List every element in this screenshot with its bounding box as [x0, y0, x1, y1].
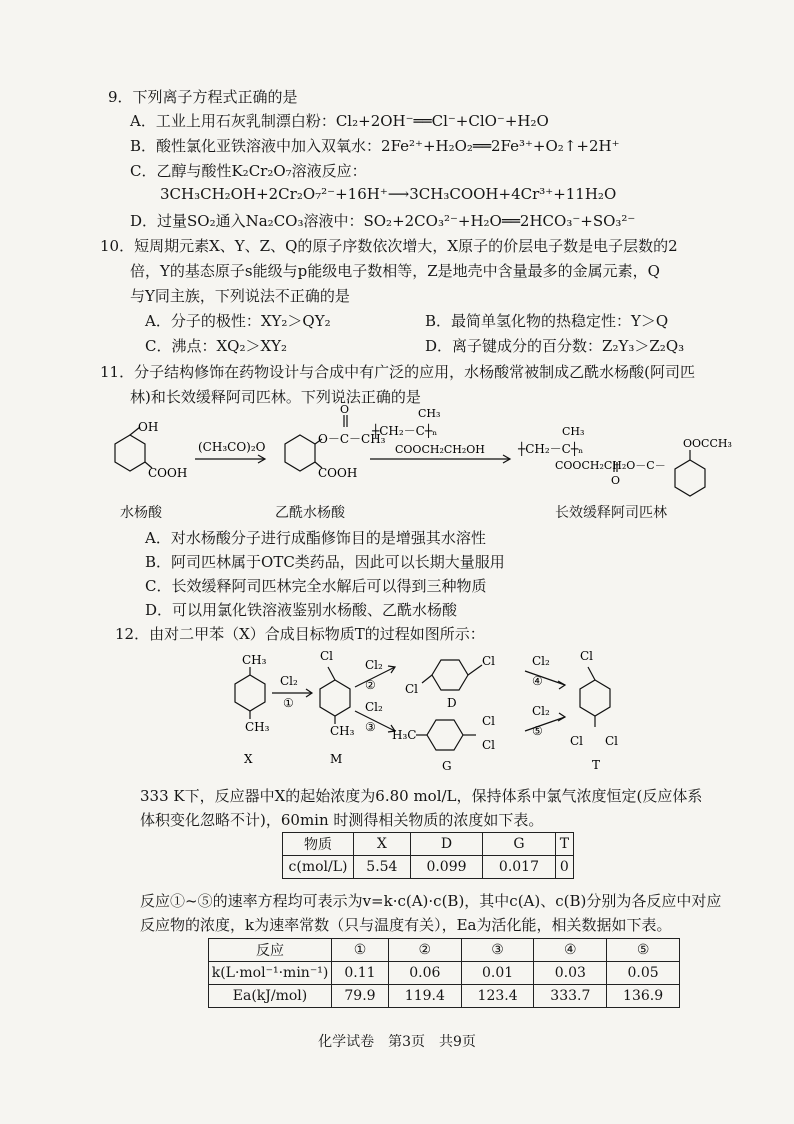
salicylic-oh: OH	[138, 420, 159, 434]
label-long-acting-aspirin: 长效缓释阿司匹林	[555, 505, 667, 521]
table-cell: 79.9	[332, 985, 389, 1008]
table-row	[283, 856, 574, 879]
ring-m	[320, 680, 350, 716]
cl2-step-4: Cl₂	[532, 654, 550, 668]
q12-para1-line2: 体积变化忽略不计)，60min 时测得相关物质的浓度如下表。	[140, 811, 544, 829]
table-cell: 0	[555, 856, 573, 879]
table-cell: 0.03	[534, 962, 607, 985]
table-row-label: c(mol/L)	[283, 856, 354, 879]
table-row	[209, 985, 680, 1008]
aspirin-ring	[285, 435, 315, 471]
salicylic-ring	[115, 435, 145, 471]
svg-text:O: O	[611, 474, 621, 487]
q12-para2-line1: 反应①~⑤的速率方程均可表示为v=k·c(A)·c(B)，其中c(A)、c(B)分别为各反应中对应	[140, 892, 722, 910]
table-header-cell: D	[410, 833, 482, 856]
long-acting-ring	[675, 460, 705, 496]
svg-text:Cl: Cl	[320, 649, 334, 663]
cl2-step-2: Cl₂	[365, 658, 383, 672]
q9-option-c-equation: 3CH₃CH₂OH+2Cr₂O₇²⁻+16H⁺⟶3CH₃COOH+4Cr³⁺+11H₂O	[160, 185, 617, 203]
q9-option-d: D．过量SO₂通入Na₂CO₃溶液中：SO₂+2CO₃²⁻+H₂O══2HCO₃⁻+SO₃²⁻	[130, 212, 636, 230]
table-cell: 0.11	[332, 962, 389, 985]
label-acetylsalicylic-acid: 乙酰水杨酸	[275, 505, 345, 521]
q11-option-c: C．长效缓释阿司匹林完全水解后可以得到三种物质	[145, 577, 487, 595]
cl2-step-3: Cl₂	[365, 700, 383, 714]
polymer-reagent-side-chain: COOCH₂CH₂OH	[395, 443, 485, 456]
table-cell: 0.05	[607, 962, 680, 985]
table-header-cell: T	[555, 833, 573, 856]
svg-text:OOCCH₃: OOCCH₃	[683, 437, 732, 450]
table-header-cell: X	[354, 833, 411, 856]
step-2: ②	[365, 678, 376, 692]
table-row	[209, 939, 680, 962]
table-row-label: Ea(kJ/mol)	[209, 985, 332, 1008]
aspirin-carbonyl-o: O	[340, 405, 350, 416]
step-3: ③	[365, 720, 376, 734]
label-g: G	[442, 759, 452, 773]
svg-text:Cl: Cl	[580, 649, 594, 663]
table-header-cell: G	[483, 833, 555, 856]
table-header-cell: ②	[388, 939, 461, 962]
svg-text:Cl: Cl	[482, 654, 496, 668]
q9-option-a: A．工业上用石灰乳制漂白粉：Cl₂+2OH⁻══Cl⁻+ClO⁻+H₂O	[130, 112, 549, 130]
cl2-step-5: Cl₂	[532, 704, 550, 718]
label-m: M	[330, 752, 343, 766]
table-cell: 119.4	[388, 985, 461, 1008]
table-cell: 0.099	[410, 856, 482, 879]
salicylic-cooh: COOH	[148, 466, 188, 480]
table-header-cell: 反应	[209, 939, 332, 962]
step-1: ①	[283, 696, 294, 710]
q12-para1-line1: 333 K下，反应器中X的起始浓度为6.80 mol/L，保持体系中氯气浓度恒定(反应体系	[140, 787, 703, 805]
table-header-cell: ⑤	[607, 939, 680, 962]
rate-table	[208, 938, 680, 1008]
label-x: X	[244, 752, 253, 766]
label-salicylic-acid: 水杨酸	[120, 505, 162, 521]
q12-synthesis-scheme	[220, 645, 640, 775]
table-cell: 5.54	[354, 856, 411, 879]
polymer-reagent-ch3: CH₃	[418, 407, 441, 420]
svg-text:┼CH₂－C┼ₙ: ┼CH₂－C┼ₙ	[518, 442, 584, 456]
ring-t	[580, 680, 610, 716]
aspirin-cooh: COOH	[318, 466, 358, 480]
table-row	[283, 833, 574, 856]
svg-text:CH₃: CH₃	[330, 724, 355, 738]
q9-option-c: C．乙醇与酸性K₂Cr₂O₇溶液反应：	[130, 162, 367, 180]
q10-line2: 倍，Y的基态原子s能级与p能级电子数相等，Z是地壳中含量最多的金属元素，Q	[130, 262, 660, 280]
q10-option-a: A．分子的极性：XY₂＞QY₂	[145, 312, 331, 330]
svg-text:CH₃: CH₃	[245, 720, 270, 734]
step-4: ④	[532, 674, 543, 688]
q11-line2: 林)和长效缓释阿司匹林。下列说法正确的是	[130, 388, 421, 406]
svg-text:CH₃: CH₃	[242, 653, 267, 667]
svg-text:Cl: Cl	[570, 734, 584, 748]
svg-text:H₃C: H₃C	[392, 728, 417, 742]
polymer-reagent-chain: ┼CH₂－C┼ₙ	[372, 424, 438, 438]
ring-d	[432, 660, 468, 690]
q11-option-b: B．阿司匹林属于OTC类药品，因此可以长期大量服用	[145, 553, 505, 571]
table-cell: 0.06	[388, 962, 461, 985]
table-header-cell: ①	[332, 939, 389, 962]
q11-option-d: D．可以用氯化铁溶液鉴别水杨酸、乙酰水杨酸	[145, 601, 458, 619]
svg-text:CH₃: CH₃	[562, 425, 585, 438]
ring-g	[427, 720, 463, 750]
table-cell: 0.01	[461, 962, 534, 985]
q12-stem: 12．由对二甲苯（X）合成目标物质T的过程如图所示：	[115, 625, 485, 643]
table-cell: 0.017	[483, 856, 555, 879]
q11-option-a: A．对水杨酸分子进行成酯修饰目的是增强其水溶性	[145, 529, 486, 547]
q9-stem: 9．下列离子方程式正确的是	[108, 88, 298, 106]
table-row	[209, 962, 680, 985]
label-d: D	[447, 696, 457, 710]
q10-option-b: B．最简单氢化物的热稳定性：Y＞Q	[425, 312, 669, 330]
q10-line1: 10．短周期元素X、Y、Z、Q的原子序数依次增大，X原子的价层电子数是电子层数的2	[100, 237, 678, 255]
q12-para2-line2: 反应物的浓度，k为速率常数（只与温度有关），Ea为活化能，相关数据如下表。	[140, 916, 672, 934]
q9-option-b: B．酸性氯化亚铁溶液中加入双氧水：2Fe²⁺+H₂O₂══2Fe³⁺+O₂↑+2H⁺	[130, 137, 620, 155]
svg-text:COOCH₂CH₂O－C－: COOCH₂CH₂O－C－	[555, 459, 666, 472]
ring-x	[235, 675, 265, 711]
table-cell: 136.9	[607, 985, 680, 1008]
label-t: T	[592, 758, 601, 772]
svg-text:Cl: Cl	[482, 738, 496, 752]
reagent-acetic-anhydride: (CH₃CO)₂O	[198, 440, 266, 454]
q10-option-d: D．离子键成分的百分数：Z₂Y₃＞Z₂Q₃	[425, 337, 685, 355]
cl2-step-1: Cl₂	[280, 674, 298, 688]
q11-line1: 11．分子结构修饰在药物设计与合成中有广泛的应用，水杨酸常被制成乙酰水杨酸(阿司匹	[100, 363, 695, 381]
step-5: ⑤	[532, 724, 543, 738]
table-header-cell: ③	[461, 939, 534, 962]
svg-text:Cl: Cl	[605, 734, 619, 748]
table-header-cell: ④	[534, 939, 607, 962]
concentration-table	[282, 832, 574, 879]
page-footer: 化学试卷 第3页 共9页	[318, 1034, 476, 1050]
q10-option-c: C．沸点：XQ₂＞XY₂	[145, 337, 288, 355]
aspirin-ester: O－C－CH₃	[318, 432, 386, 446]
q10-line3: 与Y同主族，下列说法不正确的是	[130, 287, 350, 305]
svg-text:Cl: Cl	[482, 714, 496, 728]
table-cell: 123.4	[461, 985, 534, 1008]
table-cell: 333.7	[534, 985, 607, 1008]
svg-text:Cl: Cl	[405, 682, 419, 696]
table-row-label: k(L·mol⁻¹·min⁻¹)	[209, 962, 332, 985]
table-header-cell: 物质	[283, 833, 354, 856]
